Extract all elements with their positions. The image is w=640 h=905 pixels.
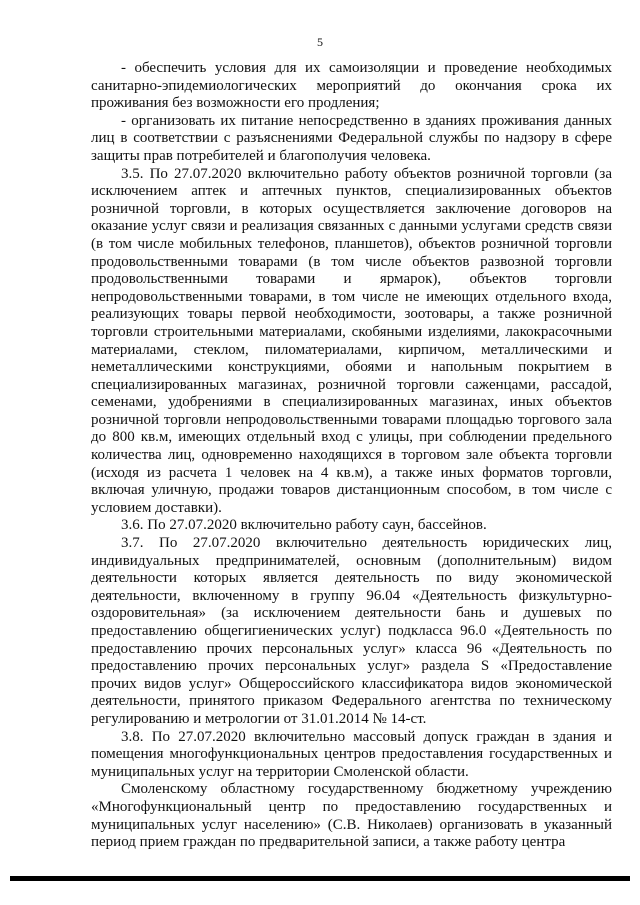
page-bottom-rule (10, 876, 630, 881)
paragraph-3-6-saunas: 3.6. По 27.07.2020 включительно работу саун, бассейнов. (121, 517, 487, 534)
paragraph-self-isolation: - обеспечить условия для их самоизоляции и проведение необходимых санитарно-эпидемиологических мероприятий до окончания срока их проживания без возможности его продления; (91, 60, 612, 112)
paragraph-3-8-mfc: 3.8. По 27.07.2020 включительно массовый допуск граждан в здания и помещения многофункциональных центров предоставления государственных и муниципальных услуг на территории Смоленской области. (91, 728, 612, 780)
paragraph-mfc-organization: Смоленскому областному государственному бюджетному учреждению «Многофункциональный центр по предоставлению государственных и муниципальных услуг населению» (С.В. Николаев) организовать в указанный период прием граждан по предварительной записи, а также работу центра (91, 781, 612, 851)
page-number: 5 (317, 35, 323, 49)
paragraph-meals: - организовать их питание непосредственно в зданиях проживания данных лиц в соответствии с разъяснениями Федеральной службы по надзору в сфере защиты прав потребителей и благополучия человека. (91, 112, 612, 164)
paragraph-3-5-retail: 3.5. По 27.07.2020 включительно работу объектов розничной торговли (за исключением аптек и аптечных пунктов, специализированных объектов розничной торговли, в которых осуществляется заключение договоров на оказание услуг связи и реализация связанных с данными услугами средств связи (в том числе мобильных телефонов, планшетов), объектов розничной торговли продовольственными товарами (в том числе объектов развозной торговли продовольственными товарами и ярмарок), объектов торговли непродовольственными товарами, в том числе не имеющих отдельного входа, реализующих товары первой необходимости, зоотовары, а также розничной торговли строительными материалами, скобяными изделиями, лакокрасочными материалами, стеклом, пиломатериалами, кирпичом, металлическими и неметаллическими конструкциями, обоями и напольным покрытием в специализированных магазинах, розничной торговли саженцами, рассадой, семенами, удобрениями в специализированных магазинах, иных объектов розничной торговли непродовольственными товарами площадью торгового зала до 800 кв.м, имеющих отдельный вход с улицы, при соблюдении предельного количества лиц, одновременно находящихся в торговом зале объекта торговли (исходя из расчета 1 человек на 4 кв.м), а также иных форматов торговли, включая уличную, продажи товаров дистанционным способом, в том числе с условием доставки). (91, 165, 612, 516)
paragraph-3-7-fitness: 3.7. По 27.07.2020 включительно деятельность юридических лиц, индивидуальных предпринимателей, основным (дополнительным) видом деятельности которых является деятельность по виду экономической деятельности, включенному в группу 96.04 «Деятельность физкультурно-оздоровительная» (за исключением деятельности бань и душевых по предоставлению общегигиенических услуг) подкласса 96.0 «Деятельность по предоставлению прочих персональных услуг» класса 96 «Деятельность по предоставлению прочих персональных услуг» раздела S «Предоставление прочих видов услуг» Общероссийского классификатора видов экономической деятельности, принятого приказом Федерального агентства по техническому регулированию и метрологии от 31.01.2014 № 14-ст. (91, 535, 612, 727)
document-body (91, 60, 612, 852)
